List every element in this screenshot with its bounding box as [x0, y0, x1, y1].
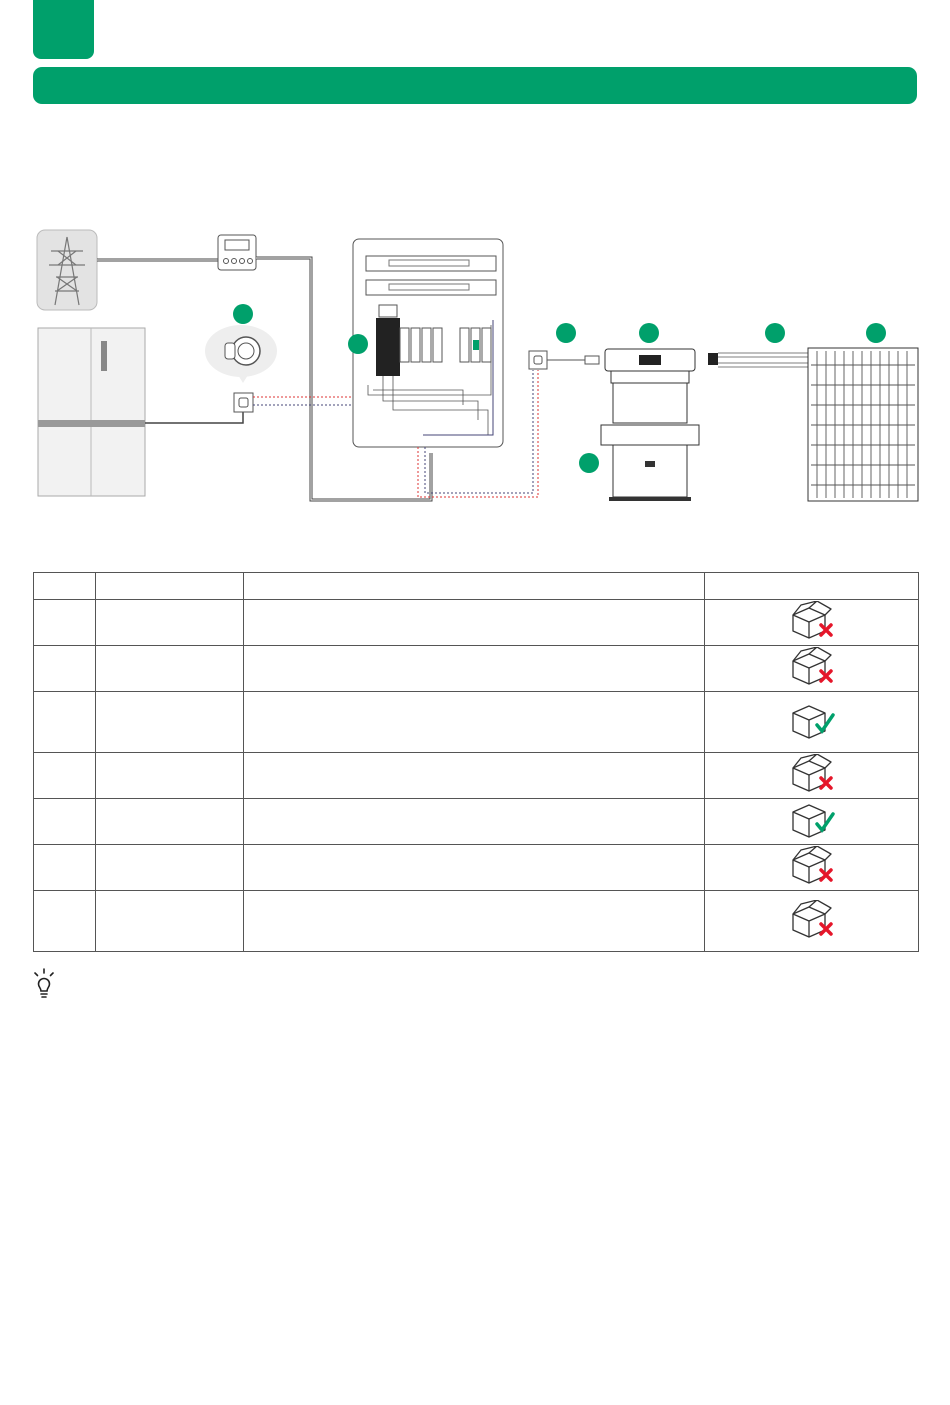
- grid-tower-icon: [37, 230, 97, 310]
- table-row: [34, 646, 919, 692]
- callout-marker: [765, 323, 785, 343]
- inverter-socket-icon: [529, 351, 547, 369]
- table-cell: [96, 600, 244, 646]
- table-cell: [96, 891, 244, 952]
- status-cell: [705, 692, 919, 753]
- table-cell: [244, 646, 705, 692]
- callout-marker: [233, 304, 253, 324]
- solar-panel-icon: [808, 348, 918, 501]
- table-header-cell: [96, 573, 244, 600]
- table-cell: [96, 753, 244, 799]
- table-cell: [96, 692, 244, 753]
- table-cell: [96, 845, 244, 891]
- system-connection-diagram: [33, 225, 923, 515]
- table-cell: [96, 646, 244, 692]
- table-cell: [34, 646, 96, 692]
- section-header-bar: [33, 67, 917, 104]
- box-check-icon: [787, 701, 837, 741]
- status-cell: [705, 891, 919, 952]
- table-row: [34, 753, 919, 799]
- table-cell: [244, 845, 705, 891]
- smart-plug-icon: [205, 325, 277, 383]
- callout-marker: [556, 323, 576, 343]
- distribution-board-icon: [353, 239, 503, 447]
- table-row: [34, 891, 919, 952]
- table-cell: [34, 891, 96, 952]
- callout-marker: [866, 323, 886, 343]
- table-cell: [244, 891, 705, 952]
- components-table: [33, 572, 919, 952]
- table-cell: [244, 600, 705, 646]
- table-cell: [244, 799, 705, 845]
- callout-marker: [579, 453, 599, 473]
- status-cell: [705, 799, 919, 845]
- table-header-cell: [705, 573, 919, 600]
- refrigerator-icon: [38, 328, 145, 496]
- table-row: [34, 692, 919, 753]
- callout-marker: [348, 334, 368, 354]
- table-row: [34, 845, 919, 891]
- table-cell: [96, 799, 244, 845]
- table-cell: [244, 753, 705, 799]
- status-cell: [705, 646, 919, 692]
- table-cell: [34, 692, 96, 753]
- table-header-cell: [34, 573, 96, 600]
- box-cross-icon: [787, 601, 837, 641]
- table-header-row: [34, 573, 919, 600]
- box-cross-icon: [787, 900, 837, 940]
- battery-inverter-stack-icon: [601, 349, 699, 501]
- table-header-cell: [244, 573, 705, 600]
- table-row: [34, 600, 919, 646]
- box-cross-icon: [787, 647, 837, 687]
- wall-socket-icon: [234, 393, 253, 412]
- section-tab: [33, 0, 94, 59]
- table-cell: [34, 753, 96, 799]
- box-cross-icon: [787, 846, 837, 886]
- status-cell: [705, 753, 919, 799]
- lightbulb-icon: [31, 968, 57, 1000]
- status-cell: [705, 845, 919, 891]
- box-check-icon: [787, 800, 837, 840]
- callout-marker: [639, 323, 659, 343]
- table-cell: [34, 600, 96, 646]
- energy-meter-icon: [218, 235, 256, 270]
- table-cell: [34, 799, 96, 845]
- table-row: [34, 799, 919, 845]
- table-cell: [34, 845, 96, 891]
- status-cell: [705, 600, 919, 646]
- box-cross-icon: [787, 754, 837, 794]
- table-cell: [244, 692, 705, 753]
